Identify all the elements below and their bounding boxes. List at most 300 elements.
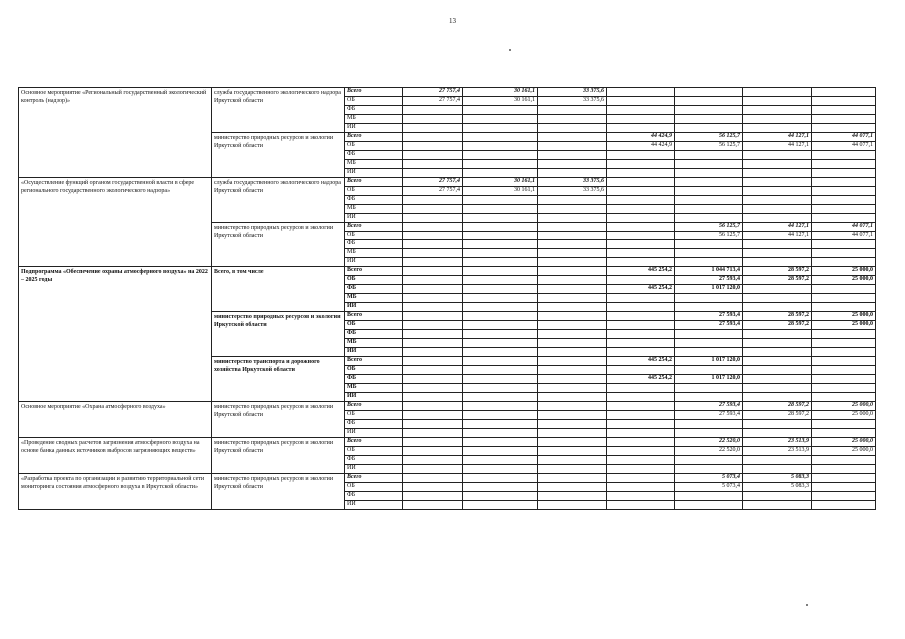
amount-cell: 27 757,4 [403,96,463,105]
amount-cell [538,267,607,276]
amount-cell [463,141,538,150]
funding-source: ФБ [345,195,403,204]
amount-cell: 56 125,7 [675,141,743,150]
amount-cell [743,150,812,159]
funding-source: ИИ [345,168,403,177]
amount-cell [743,348,812,357]
amount-cell [812,159,876,168]
amount-cell [607,401,675,410]
amount-cell [463,392,538,401]
amount-cell [812,330,876,339]
amount-cell [538,491,607,500]
amount-cell: 445 254,2 [607,357,675,366]
amount-cell [812,366,876,375]
amount-cell [607,249,675,258]
amount-cell: 27 593,4 [675,312,743,321]
amount-cell [675,150,743,159]
amount-cell [607,222,675,231]
amount-cell [675,500,743,509]
amount-cell: 44 424,9 [607,132,675,141]
amount-cell [743,88,812,97]
amount-cell [812,240,876,249]
amount-cell [538,168,607,177]
amount-cell [538,473,607,482]
amount-cell: 23 513,9 [743,446,812,455]
funding-source: Всего [345,473,403,482]
amount-cell [538,375,607,384]
amount-cell [463,249,538,258]
amount-cell [463,455,538,464]
program-description: Подпрограмма «Обеспечение охраны атмосферного воздуха» на 2022 – 2025 годы [19,267,212,402]
amount-cell: 44 127,1 [743,132,812,141]
amount-cell [403,330,463,339]
amount-cell [607,339,675,348]
amount-cell [812,419,876,428]
amount-cell [538,141,607,150]
funding-source: ФБ [345,330,403,339]
funding-source: ИИ [345,392,403,401]
amount-cell [538,132,607,141]
amount-cell [675,464,743,473]
amount-cell [743,366,812,375]
amount-cell [403,258,463,267]
amount-cell: 27 757,4 [403,186,463,195]
responsible-executor: министерство природных ресурсов и экологии Иркутской области [212,222,345,267]
amount-cell [403,321,463,330]
amount-cell [538,159,607,168]
amount-cell [812,177,876,186]
amount-cell [812,428,876,437]
responsible-executor: министерство природных ресурсов и экологии Иркутской области [212,437,345,473]
amount-cell [403,150,463,159]
amount-cell [463,105,538,114]
scan-speck [509,49,511,51]
amount-cell [743,186,812,195]
amount-cell [675,339,743,348]
funding-source: ФБ [345,105,403,114]
amount-cell [675,330,743,339]
amount-cell [743,123,812,132]
amount-cell [812,195,876,204]
amount-cell [538,419,607,428]
funding-source: МБ [345,204,403,213]
amount-cell [403,473,463,482]
amount-cell [463,348,538,357]
funding-source: ОБ [345,482,403,491]
amount-cell [607,159,675,168]
amount-cell [607,204,675,213]
amount-cell: 27 593,4 [675,410,743,419]
table-row [19,267,876,276]
amount-cell [403,267,463,276]
amount-cell [812,105,876,114]
amount-cell: 30 161,1 [463,177,538,186]
amount-cell [538,105,607,114]
amount-cell [812,375,876,384]
amount-cell [538,330,607,339]
amount-cell [607,213,675,222]
amount-cell [743,168,812,177]
amount-cell [403,464,463,473]
amount-cell: 33 375,6 [538,186,607,195]
amount-cell [675,249,743,258]
amount-cell [675,195,743,204]
amount-cell [743,464,812,473]
amount-cell: 1 044 713,4 [675,267,743,276]
amount-cell [675,105,743,114]
amount-cell [607,491,675,500]
amount-cell [463,437,538,446]
amount-cell [607,168,675,177]
amount-cell [607,312,675,321]
amount-cell: 28 597,2 [743,401,812,410]
amount-cell [403,348,463,357]
amount-cell [538,123,607,132]
funding-source: Всего [345,88,403,97]
amount-cell [607,231,675,240]
amount-cell [607,455,675,464]
amount-cell: 25 000,0 [812,410,876,419]
amount-cell [538,383,607,392]
amount-cell [675,213,743,222]
amount-cell [812,88,876,97]
amount-cell [463,428,538,437]
amount-cell [538,392,607,401]
funding-source: Всего [345,267,403,276]
amount-cell [538,294,607,303]
amount-cell [743,294,812,303]
program-description: Основное мероприятие «Охрана атмосферного воздуха» [19,401,212,437]
amount-cell: 56 125,7 [675,231,743,240]
amount-cell [743,96,812,105]
amount-cell [403,168,463,177]
funding-source: ФБ [345,240,403,249]
amount-cell [675,383,743,392]
funding-source: ФБ [345,375,403,384]
funding-source: ОБ [345,186,403,195]
amount-cell [743,114,812,123]
amount-cell [538,482,607,491]
amount-cell [743,500,812,509]
amount-cell: 22 520,0 [675,437,743,446]
amount-cell: 56 125,7 [675,132,743,141]
program-description: «Разработка проекта по организации и развитию территориальной сети мониторинга состояния атмосферного воздуха в Иркутской области» [19,473,212,509]
amount-cell [538,339,607,348]
amount-cell [538,114,607,123]
amount-cell [463,114,538,123]
amount-cell [743,339,812,348]
amount-cell [538,258,607,267]
amount-cell [812,482,876,491]
amount-cell [607,410,675,419]
funding-source: ФБ [345,491,403,500]
amount-cell [403,482,463,491]
amount-cell: 445 254,2 [607,285,675,294]
amount-cell: 25 000,0 [812,276,876,285]
amount-cell [812,339,876,348]
amount-cell [607,96,675,105]
amount-cell [675,96,743,105]
amount-cell [607,330,675,339]
funding-source: ИИ [345,213,403,222]
amount-cell [538,464,607,473]
amount-cell [607,419,675,428]
amount-cell [607,321,675,330]
funding-source: ФБ [345,150,403,159]
amount-cell [403,222,463,231]
amount-cell [675,88,743,97]
funding-source: Всего [345,357,403,366]
responsible-executor: министерство природных ресурсов и экологии Иркутской области [212,312,345,357]
amount-cell [812,294,876,303]
amount-cell [463,491,538,500]
funding-source: ИИ [345,428,403,437]
funding-source: ФБ [345,455,403,464]
amount-cell [607,482,675,491]
amount-cell: 30 161,1 [463,88,538,97]
amount-cell [463,339,538,348]
funding-source: МБ [345,383,403,392]
table-row [19,177,876,186]
amount-cell [403,303,463,312]
amount-cell [403,231,463,240]
amount-cell: 56 125,7 [675,222,743,231]
amount-cell [403,357,463,366]
amount-cell [463,267,538,276]
amount-cell [812,455,876,464]
amount-cell: 28 597,2 [743,267,812,276]
amount-cell [403,105,463,114]
amount-cell [403,114,463,123]
amount-cell [812,303,876,312]
amount-cell [675,177,743,186]
amount-cell [675,294,743,303]
amount-cell [403,132,463,141]
program-description: «Проведение сводных расчетов загрязнения атмосферного воздуха на основе банка данных источников выбросов загрязняющих веществ» [19,437,212,473]
amount-cell: 44 077,1 [812,141,876,150]
funding-source: ИИ [345,464,403,473]
amount-cell [743,249,812,258]
amount-cell [812,168,876,177]
amount-cell [403,312,463,321]
amount-cell [463,168,538,177]
amount-cell [463,464,538,473]
amount-cell [403,123,463,132]
amount-cell [675,168,743,177]
amount-cell [538,222,607,231]
amount-cell [403,392,463,401]
amount-cell [743,383,812,392]
amount-cell [743,330,812,339]
scan-speck [806,604,808,606]
amount-cell [463,410,538,419]
amount-cell: 27 593,4 [675,401,743,410]
amount-cell [463,276,538,285]
amount-cell: 28 597,2 [743,321,812,330]
amount-cell [607,392,675,401]
amount-cell [538,276,607,285]
funding-source: ОБ [345,141,403,150]
amount-cell: 25 000,0 [812,321,876,330]
amount-cell: 27 757,4 [403,88,463,97]
funding-source: ИИ [345,348,403,357]
amount-cell [538,303,607,312]
amount-cell: 5 073,4 [675,482,743,491]
amount-cell [607,383,675,392]
amount-cell: 5 083,3 [743,473,812,482]
amount-cell: 44 077,1 [812,231,876,240]
amount-cell: 5 073,4 [675,473,743,482]
amount-cell [538,321,607,330]
amount-cell: 1 017 120,0 [675,285,743,294]
amount-cell [812,258,876,267]
amount-cell [538,428,607,437]
funding-source: ОБ [345,410,403,419]
funding-source: МБ [345,339,403,348]
amount-cell: 44 127,1 [743,231,812,240]
amount-cell [675,204,743,213]
amount-cell [607,366,675,375]
amount-cell: 28 597,2 [743,312,812,321]
amount-cell [812,464,876,473]
amount-cell: 28 597,2 [743,276,812,285]
amount-cell: 27 593,4 [675,321,743,330]
amount-cell [743,105,812,114]
amount-cell: 27 757,4 [403,177,463,186]
amount-cell [403,419,463,428]
amount-cell: 25 000,0 [812,401,876,410]
amount-cell [743,204,812,213]
program-description: «Осуществление функций органом государственной власти в сфере регионального государственного экологического надзора» [19,177,212,267]
amount-cell [812,186,876,195]
amount-cell [607,428,675,437]
amount-cell [812,348,876,357]
amount-cell [463,204,538,213]
amount-cell [812,392,876,401]
amount-cell [675,392,743,401]
funding-source: МБ [345,294,403,303]
funding-source: Всего [345,177,403,186]
amount-cell [463,123,538,132]
amount-cell [538,213,607,222]
amount-cell: 33 375,6 [538,88,607,97]
amount-cell [812,213,876,222]
amount-cell [812,204,876,213]
amount-cell [743,428,812,437]
amount-cell: 22 520,0 [675,446,743,455]
amount-cell [538,500,607,509]
amount-cell [403,204,463,213]
amount-cell [607,473,675,482]
amount-cell [607,240,675,249]
amount-cell [607,105,675,114]
amount-cell [538,204,607,213]
amount-cell [463,500,538,509]
amount-cell [538,348,607,357]
amount-cell [538,455,607,464]
responsible-executor: министерство транспорта и дорожного хозяйства Иркутской области [212,357,345,402]
amount-cell [743,258,812,267]
table-row [19,401,876,410]
amount-cell [463,150,538,159]
funding-source: ИИ [345,500,403,509]
amount-cell: 445 254,2 [607,375,675,384]
amount-cell [675,428,743,437]
amount-cell [463,285,538,294]
amount-cell [538,357,607,366]
amount-cell [463,240,538,249]
amount-cell [403,446,463,455]
amount-cell [743,240,812,249]
amount-cell [675,159,743,168]
funding-source: ОБ [345,276,403,285]
amount-cell [403,294,463,303]
program-description: Основное мероприятие «Региональный государственный экологический контроль (надзор)» [19,88,212,178]
amount-cell [403,339,463,348]
amount-cell [538,437,607,446]
amount-cell [538,446,607,455]
amount-cell [607,177,675,186]
funding-source: Всего [345,312,403,321]
funding-source: МБ [345,159,403,168]
amount-cell [675,123,743,132]
amount-cell [675,258,743,267]
amount-cell [403,240,463,249]
amount-cell [607,150,675,159]
amount-cell [675,366,743,375]
amount-cell [538,240,607,249]
amount-cell: 23 513,9 [743,437,812,446]
amount-cell [403,276,463,285]
amount-cell [812,150,876,159]
amount-cell [812,491,876,500]
responsible-executor: министерство природных ресурсов и экологии Иркутской области [212,132,345,177]
amount-cell [675,240,743,249]
funding-source: МБ [345,114,403,123]
amount-cell [538,150,607,159]
amount-cell [675,186,743,195]
amount-cell: 27 593,4 [675,276,743,285]
amount-cell: 44 127,1 [743,141,812,150]
amount-cell: 25 000,0 [812,446,876,455]
funding-source: ОБ [345,446,403,455]
amount-cell [463,294,538,303]
amount-cell [743,392,812,401]
amount-cell [463,357,538,366]
responsible-executor: министерство природных ресурсов и экологии Иркутской области [212,401,345,437]
budget-table [18,87,876,510]
amount-cell [463,213,538,222]
amount-cell [743,177,812,186]
amount-cell [538,366,607,375]
amount-cell [463,446,538,455]
amount-cell [607,186,675,195]
amount-cell [463,159,538,168]
amount-cell [743,303,812,312]
amount-cell: 33 375,6 [538,96,607,105]
amount-cell [403,141,463,150]
funding-source: ФБ [345,285,403,294]
amount-cell [463,222,538,231]
amount-cell: 25 000,0 [812,267,876,276]
amount-cell [403,213,463,222]
amount-cell [403,159,463,168]
amount-cell [812,285,876,294]
amount-cell [403,491,463,500]
amount-cell [538,249,607,258]
amount-cell [538,231,607,240]
amount-cell [607,500,675,509]
